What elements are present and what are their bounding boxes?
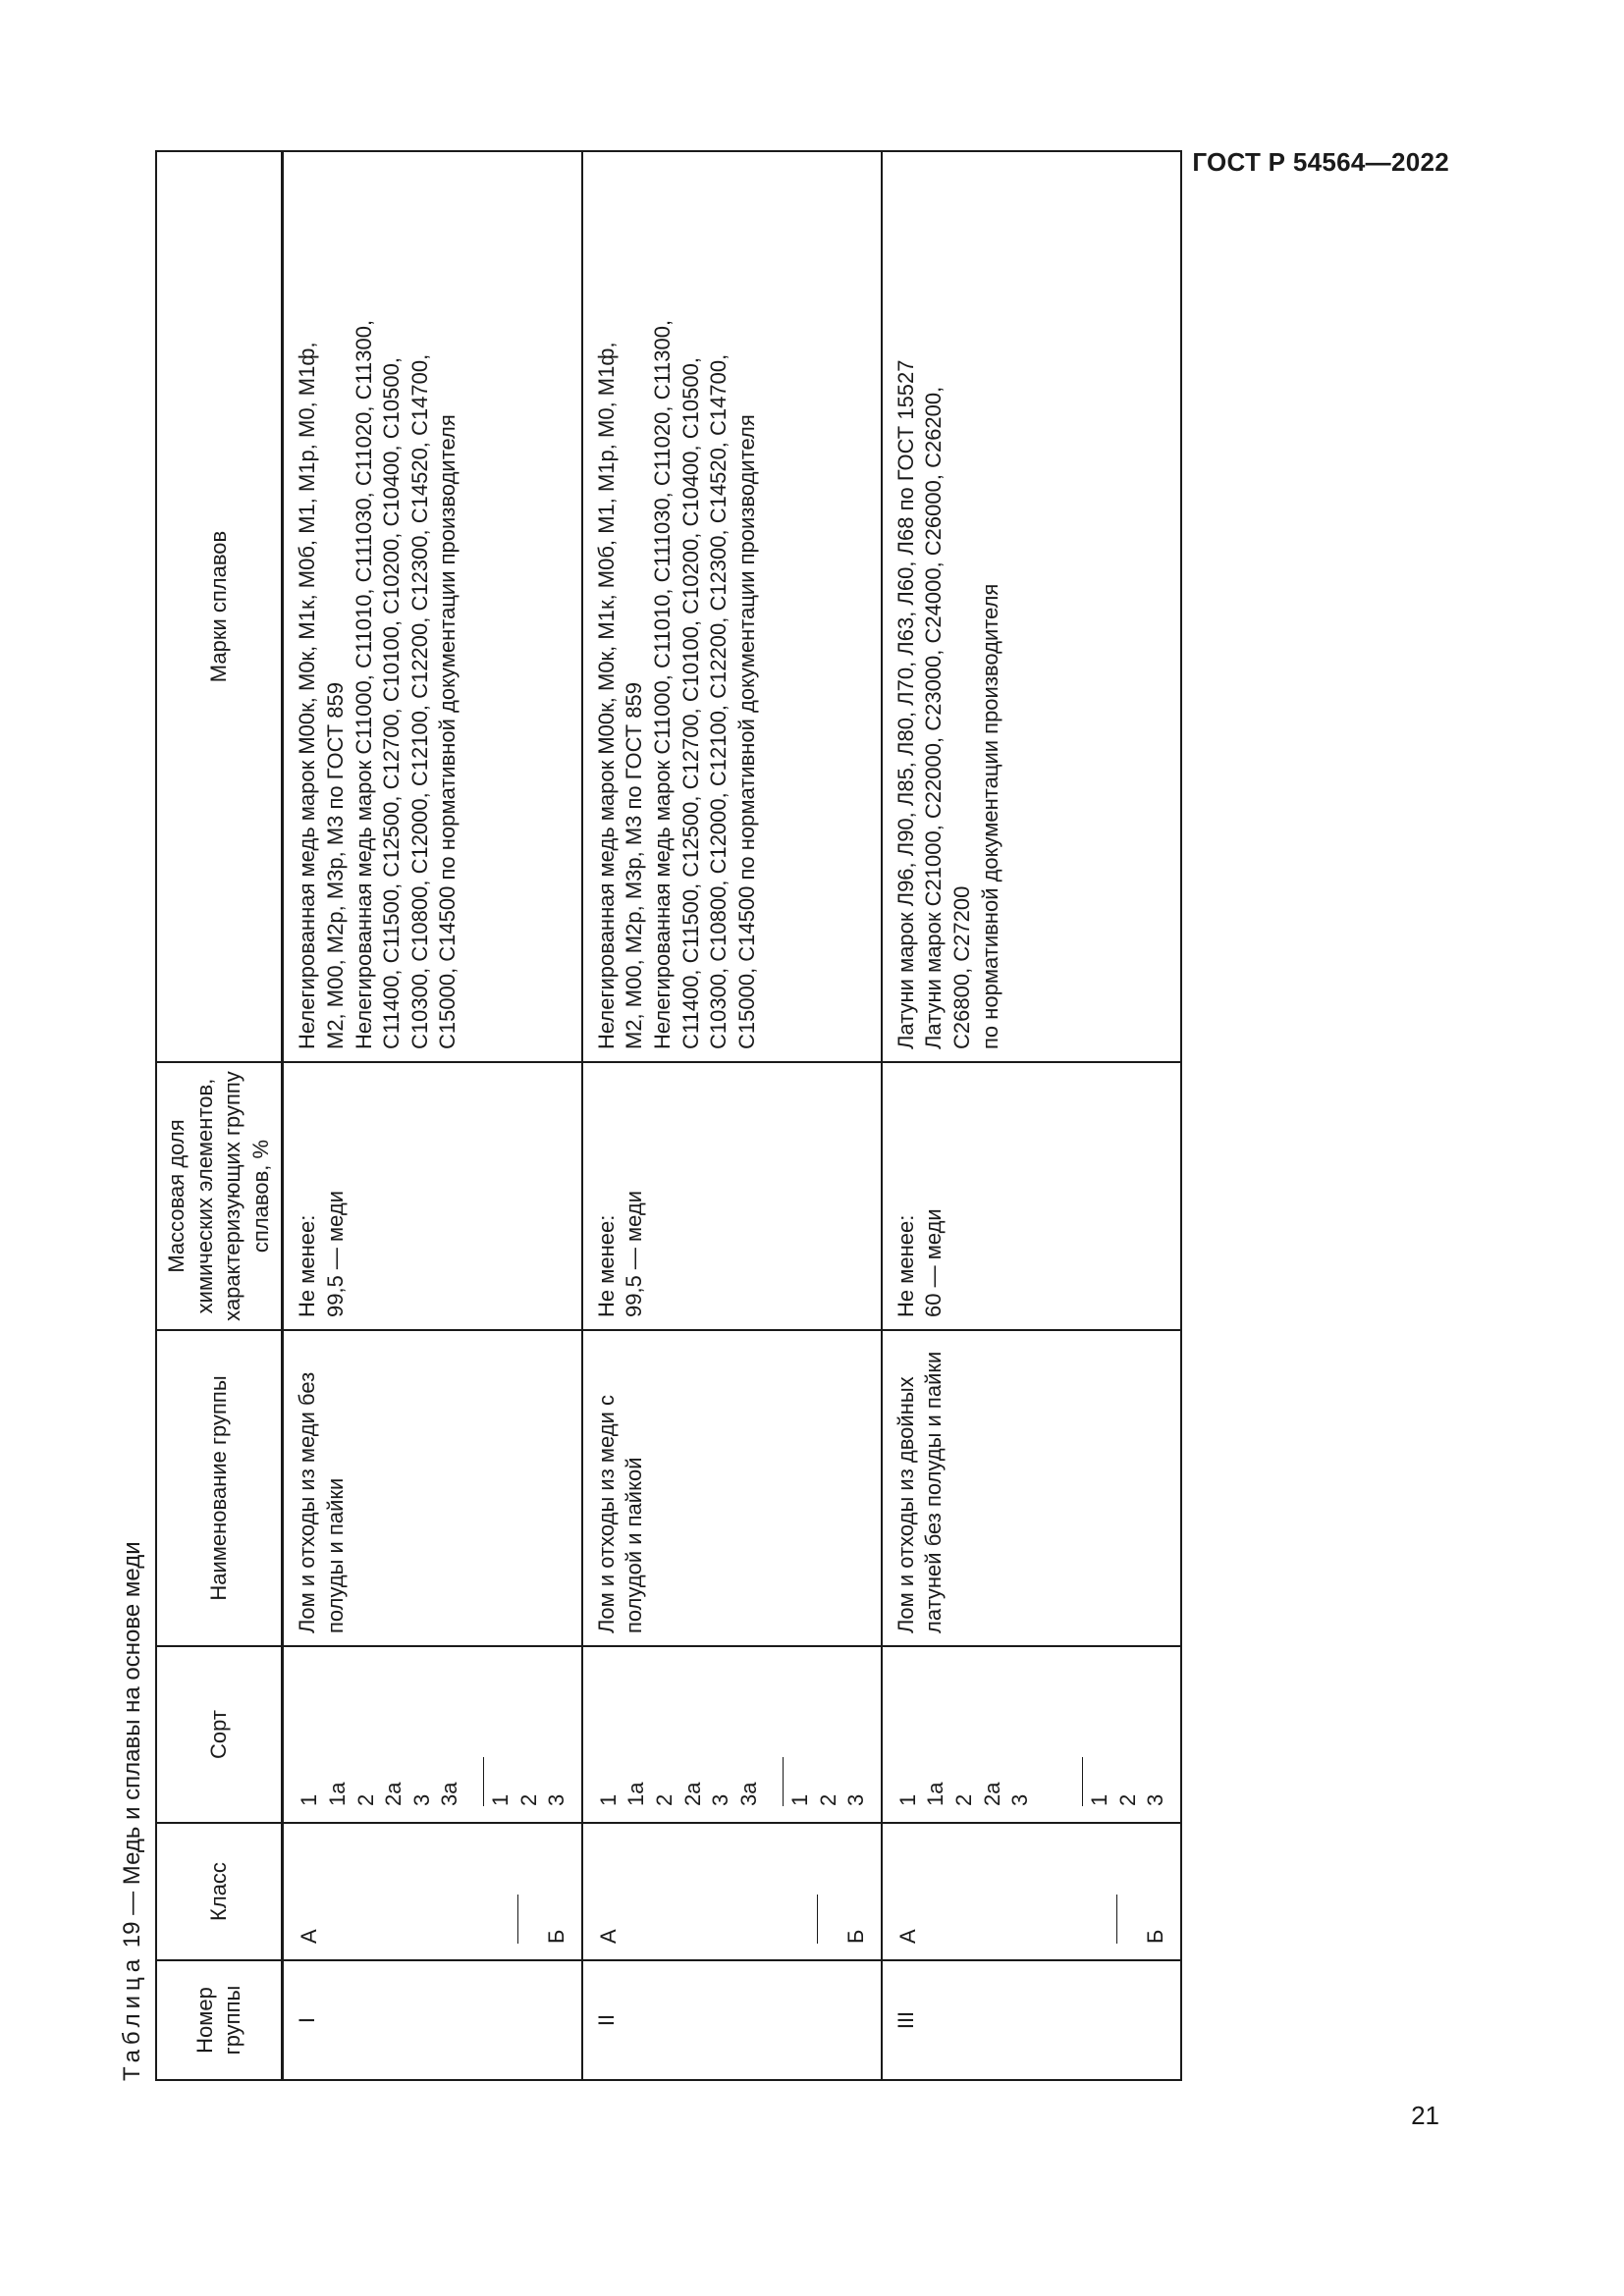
sort-value: 3 — [843, 1793, 869, 1806]
grade-line: Латуни марок С21000, С22000, С23000, С24000, С26000, С26200, — [921, 386, 947, 1049]
grade-line: С10300, С10800, С12000, С12100, С12200, С12300, С14520, С14700, — [406, 353, 432, 1049]
grade-line: С26800, С27200 — [949, 885, 975, 1049]
class-b-label: Б — [843, 1929, 869, 1944]
sort-value: 1 — [894, 1793, 920, 1806]
mass-line: Не менее: — [893, 1214, 918, 1317]
sort-value: 3 — [708, 1793, 733, 1806]
class-divider — [517, 1895, 518, 1944]
sort-value: 1а — [623, 1782, 649, 1806]
group-name-cell: Лом и отходы из меди без полуды и пайки — [283, 1330, 582, 1646]
class-b-label: Б — [544, 1929, 569, 1944]
sort-list-b — [1086, 1794, 1170, 1806]
alloy-grades-cell — [582, 151, 882, 1062]
sort-value: 3 — [1143, 1793, 1168, 1806]
group-name-cell: Лом и отходы из меди с полудой и пайкой — [582, 1330, 882, 1646]
alloy-grades-cell — [882, 151, 1181, 1062]
page-number: 21 — [1411, 2101, 1439, 2130]
class-cell — [582, 1823, 882, 1960]
sort-cell — [283, 1646, 582, 1823]
class-a-label: А — [894, 1929, 920, 1944]
group-number-cell: II — [582, 1960, 882, 2080]
sort-value: 2 — [1114, 1793, 1140, 1806]
sort-list-b — [487, 1794, 571, 1806]
header-class: Класс — [156, 1823, 283, 1960]
grade-line: Нелегированная медь марок М00к, М0к, М1к, М0б, М1, М1р, М0, М1ф, — [593, 342, 619, 1049]
grade-line: Нелегированная медь марок С11000, С11010, С111030, С11020, С11300, — [650, 319, 676, 1049]
sort-value: 3а — [735, 1782, 761, 1806]
mass-line: 60 — меди — [921, 1208, 947, 1317]
alloy-grades-cell — [283, 151, 582, 1062]
class-a-label: А — [595, 1929, 621, 1944]
mass-line: Не менее: — [295, 1214, 320, 1317]
sort-list-a — [296, 1783, 464, 1806]
sort-value: 1 — [297, 1793, 322, 1806]
grade-line: С10300, С10800, С12000, С12100, С12200, С12300, С14520, С14700, — [706, 353, 731, 1049]
caption-prefix: Таблица — [119, 1953, 145, 2081]
sort-value: 1 — [787, 1793, 813, 1806]
mass-line: Не менее: — [593, 1214, 619, 1317]
caption-text: 19 — Медь и сплавы на основе меди — [119, 1541, 145, 1954]
table-caption — [113, 1541, 152, 2081]
sort-value: 1 — [595, 1793, 621, 1806]
group-number-cell: III — [882, 1960, 1181, 2080]
mass-line: 99,5 — меди — [622, 1190, 647, 1317]
class-divider — [1116, 1895, 1117, 1944]
class-cell — [882, 1823, 1181, 1960]
class-a-label: А — [297, 1929, 322, 1944]
copper-alloys-table — [155, 150, 1182, 2081]
class-cell — [283, 1823, 582, 1960]
header-sort: Сорт — [156, 1646, 283, 1823]
sort-value: 2 — [951, 1793, 977, 1806]
sort-cell — [582, 1646, 882, 1823]
sort-value: 3 — [408, 1793, 434, 1806]
grade-line: М2, М00, М2р, М3р, М3 по ГОСТ 859 — [622, 682, 647, 1049]
sort-value: 2а — [679, 1782, 705, 1806]
sort-cell — [882, 1646, 1181, 1823]
rotated-table-region — [113, 152, 1168, 2081]
sort-value: 2а — [979, 1782, 1004, 1806]
table-row — [582, 151, 882, 2080]
class-divider — [817, 1895, 818, 1944]
sort-list-b — [786, 1794, 871, 1806]
mass-fraction-cell — [882, 1062, 1181, 1330]
sort-value: 1а — [324, 1782, 350, 1806]
header-group-name: Наименование группы — [156, 1330, 283, 1646]
group-number-cell: I — [283, 1960, 582, 2080]
grade-line: С11400, С11500, С12500, С12700, С10100, С10200, С10400, С10500, — [677, 357, 703, 1049]
table-row — [283, 151, 582, 2080]
sort-value: 2 — [515, 1793, 541, 1806]
sort-divider — [783, 1757, 784, 1806]
sort-value: 1 — [1087, 1793, 1112, 1806]
mass-fraction-cell — [283, 1062, 582, 1330]
sort-divider — [483, 1757, 484, 1806]
grade-line: С15000, С14500 по нормативной документации производителя — [733, 414, 759, 1049]
grade-line: Латуни марок Л96, Л90, Л85, Л80, Л70, Л63, Л60, Л68 по ГОСТ 15527 — [893, 359, 918, 1049]
sort-value: 2 — [352, 1793, 378, 1806]
sort-divider — [1082, 1757, 1083, 1806]
header-group-number: Номер группы — [156, 1960, 283, 2080]
standard-code: ГОСТ Р 54564—2022 — [1192, 147, 1449, 177]
grade-line: по нормативной документации производителя — [977, 583, 1002, 1049]
sort-list-a — [894, 1783, 1035, 1806]
sort-value: 2 — [815, 1793, 840, 1806]
grade-line: С11400, С11500, С12500, С12700, С10100, С10200, С10400, С10500, — [379, 357, 405, 1049]
header-alloy-grades: Марки сплавов — [156, 151, 283, 1062]
class-b-label: Б — [1143, 1929, 1168, 1944]
group-name-cell: Лом и отходы из двойных латуней без полуды и пайки — [882, 1330, 1181, 1646]
table-header-row — [156, 151, 283, 2080]
sort-value: 3 — [544, 1793, 569, 1806]
sort-value: 1 — [488, 1793, 514, 1806]
table-row — [882, 151, 1181, 2080]
mass-fraction-cell — [582, 1062, 882, 1330]
grade-line: М2, М00, М2р, М3р, М3 по ГОСТ 859 — [322, 682, 348, 1049]
sort-value: 3 — [1007, 1793, 1033, 1806]
header-mass-fraction: Массовая доля химических элементов, характеризующих группу сплавов, % — [156, 1062, 283, 1330]
sort-value: 1а — [923, 1782, 948, 1806]
mass-line: 99,5 — меди — [322, 1190, 348, 1317]
sort-value: 2а — [381, 1782, 406, 1806]
grade-line: Нелегированная медь марок С11000, С11010, С111030, С11020, С11300, — [351, 319, 376, 1049]
sort-value: 2 — [652, 1793, 677, 1806]
grade-line: С15000, С14500 по нормативной документации производителя — [435, 414, 460, 1049]
grade-line: Нелегированная медь марок М00к, М0к, М1к, М0б, М1, М1р, М0, М1ф, — [295, 342, 320, 1049]
sort-list-a — [595, 1783, 764, 1806]
sort-value: 3а — [437, 1782, 462, 1806]
